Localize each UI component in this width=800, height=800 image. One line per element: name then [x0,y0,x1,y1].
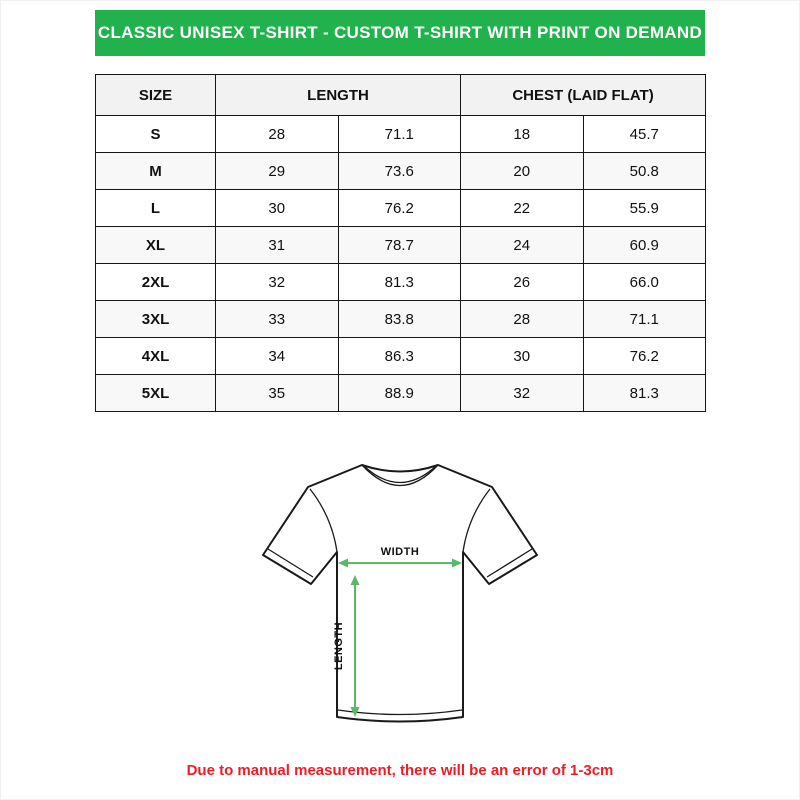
length-cm-cell: 73.6 [338,153,461,190]
size-cell: XL [96,227,216,264]
chest-in-cell: 32 [461,375,584,412]
chest-in-cell: 22 [461,190,584,227]
size-cell: 2XL [96,264,216,301]
length-cm-cell: 78.7 [338,227,461,264]
chest-cm-cell: 81.3 [583,375,706,412]
length-in-cell: 34 [216,338,339,375]
length-in-cell: 35 [216,375,339,412]
table-row [96,116,706,153]
tshirt-outline [263,465,537,722]
chest-in-cell: 18 [461,116,584,153]
table-row [96,301,706,338]
length-in-cell: 30 [216,190,339,227]
chest-cm-cell: 55.9 [583,190,706,227]
length-in-cell: 28 [216,116,339,153]
length-cm-cell: 76.2 [338,190,461,227]
table-row [96,338,706,375]
table-row [96,227,706,264]
tshirt-diagram-svg [250,443,550,753]
size-cell: L [96,190,216,227]
chest-cm-cell: 60.9 [583,227,706,264]
length-cm-cell: 81.3 [338,264,461,301]
length-cm-cell: 88.9 [338,375,461,412]
tshirt-measurement-diagram [250,443,550,753]
chest-cm-cell: 66.0 [583,264,706,301]
chest-in-cell: 28 [461,301,584,338]
page-title: CLASSIC UNISEX T-SHIRT - CUSTOM T-SHIRT WITH PRINT ON DEMAND [97,23,703,42]
chest-cm-cell: 50.8 [583,153,706,190]
chest-cm-cell: 76.2 [583,338,706,375]
header-banner [95,10,705,56]
size-cell: 3XL [96,301,216,338]
chest-cm-cell: 71.1 [583,301,706,338]
column-header-chest: CHEST (LAID FLAT) [461,75,706,116]
table-header-row [96,75,706,116]
chest-in-cell: 26 [461,264,584,301]
size-cell: S [96,116,216,153]
size-cell: 4XL [96,338,216,375]
chest-in-cell: 30 [461,338,584,375]
length-cm-cell: 83.8 [338,301,461,338]
table-row [96,264,706,301]
table-row [96,375,706,412]
table-row [96,190,706,227]
length-cm-cell: 71.1 [338,116,461,153]
size-chart-table [95,74,706,412]
chest-cm-cell: 45.7 [583,116,706,153]
column-header-size: SIZE [96,75,216,116]
length-cm-cell: 86.3 [338,338,461,375]
chest-in-cell: 24 [461,227,584,264]
table-row [96,153,706,190]
measurement-error-note: Due to manual measurement, there will be an error of 1-3cm [186,762,614,779]
column-header-length: LENGTH [216,75,461,116]
length-in-cell: 33 [216,301,339,338]
width-label: WIDTH [380,546,420,558]
length-in-cell: 31 [216,227,339,264]
length-label: LENGTH [333,621,345,671]
size-cell: M [96,153,216,190]
length-in-cell: 29 [216,153,339,190]
length-in-cell: 32 [216,264,339,301]
chest-in-cell: 20 [461,153,584,190]
size-cell: 5XL [96,375,216,412]
